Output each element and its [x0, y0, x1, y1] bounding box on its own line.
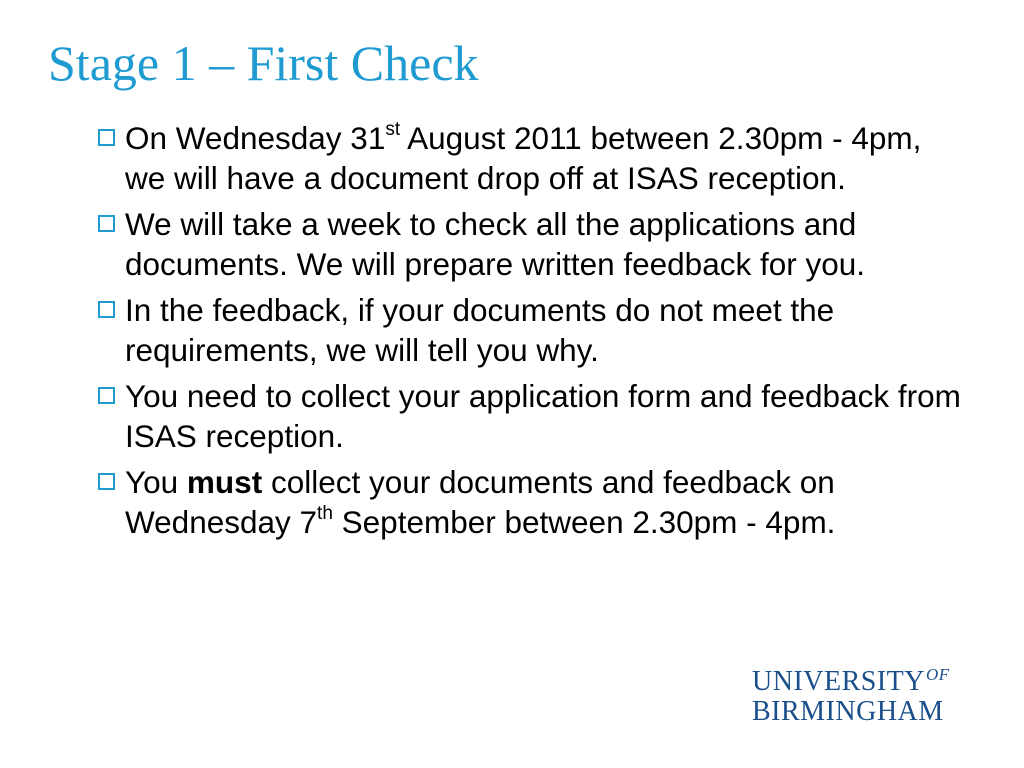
bullet-text: collect your documents and feedback on Wednesday 7	[125, 464, 835, 540]
slide-title: Stage 1 – First Check	[48, 35, 479, 91]
square-bullet-icon	[98, 473, 115, 490]
ordinal-suffix: th	[317, 502, 333, 524]
bullet-text: On Wednesday 31	[125, 120, 386, 156]
logo-line-university	[752, 665, 950, 697]
bullet-item-3	[92, 290, 962, 370]
bullet-item-1	[92, 118, 962, 198]
logo-of-text: OF	[926, 665, 950, 684]
bullet-text: In the feedback, if your documents do not meet the requirements, we will tell you why.	[125, 292, 835, 368]
bullet-list	[92, 118, 962, 548]
bullet-item-5	[92, 462, 962, 542]
bullet-text: We will take a week to check all the applications and documents. We will prepare written feedback for you.	[125, 206, 866, 282]
square-bullet-icon	[98, 129, 115, 146]
logo-line-birmingham: BIRMINGHAM	[752, 696, 944, 727]
square-bullet-icon	[98, 215, 115, 232]
ordinal-suffix: st	[385, 118, 401, 140]
bullet-text: August 2011 between 2.30pm - 4pm, we will have a document drop off at ISAS reception.	[125, 120, 922, 196]
university-logo	[752, 665, 950, 727]
bullet-text: You	[125, 464, 187, 500]
bullet-item-4	[92, 376, 962, 456]
square-bullet-icon	[98, 301, 115, 318]
logo-university-text: UNIVERSITY	[752, 666, 925, 697]
bullet-item-2	[92, 204, 962, 284]
emphasis-text: must	[186, 464, 263, 500]
square-bullet-icon	[98, 387, 115, 404]
bullet-text: September between 2.30pm - 4pm.	[332, 504, 836, 540]
bullet-text: You need to collect your application form and feedback from ISAS reception.	[125, 378, 961, 454]
